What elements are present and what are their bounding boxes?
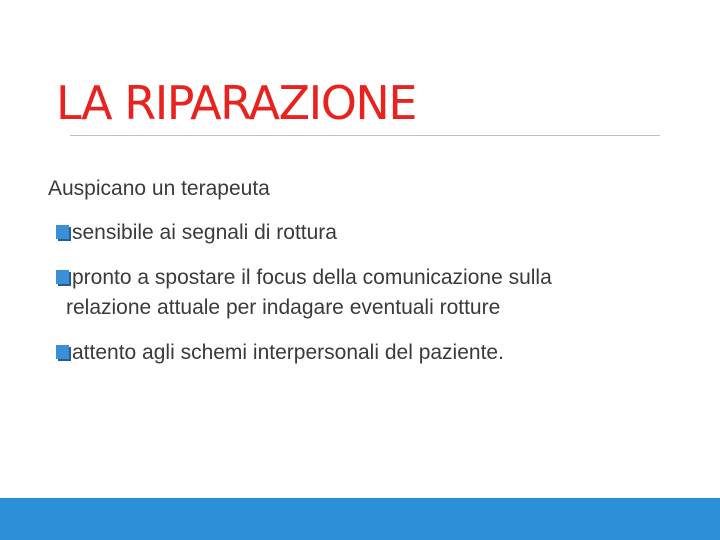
bullet-list xyxy=(48,218,668,368)
intro-text: Auspicano un terapeuta xyxy=(48,177,270,200)
bullet-item xyxy=(48,338,566,368)
bullet-text: sensibile ai segnali di rottura xyxy=(72,221,337,244)
slide-title: LA RIPARAZIONE xyxy=(56,76,416,130)
checkbox-square-icon xyxy=(56,344,71,361)
bullet-text: pronto a spostare il focus della comunicazione sulla relazione attuale per indagare eventuali rotture xyxy=(66,266,552,319)
bullet-item xyxy=(48,218,566,248)
checkbox-square-icon xyxy=(56,224,71,241)
bullet-text: attento agli schemi interpersonali del paziente. xyxy=(72,341,504,364)
slide-body xyxy=(48,174,668,383)
checkbox-square-icon xyxy=(56,269,71,286)
title-underline xyxy=(70,135,660,136)
bullet-item xyxy=(48,263,566,323)
footer-band xyxy=(0,498,720,540)
